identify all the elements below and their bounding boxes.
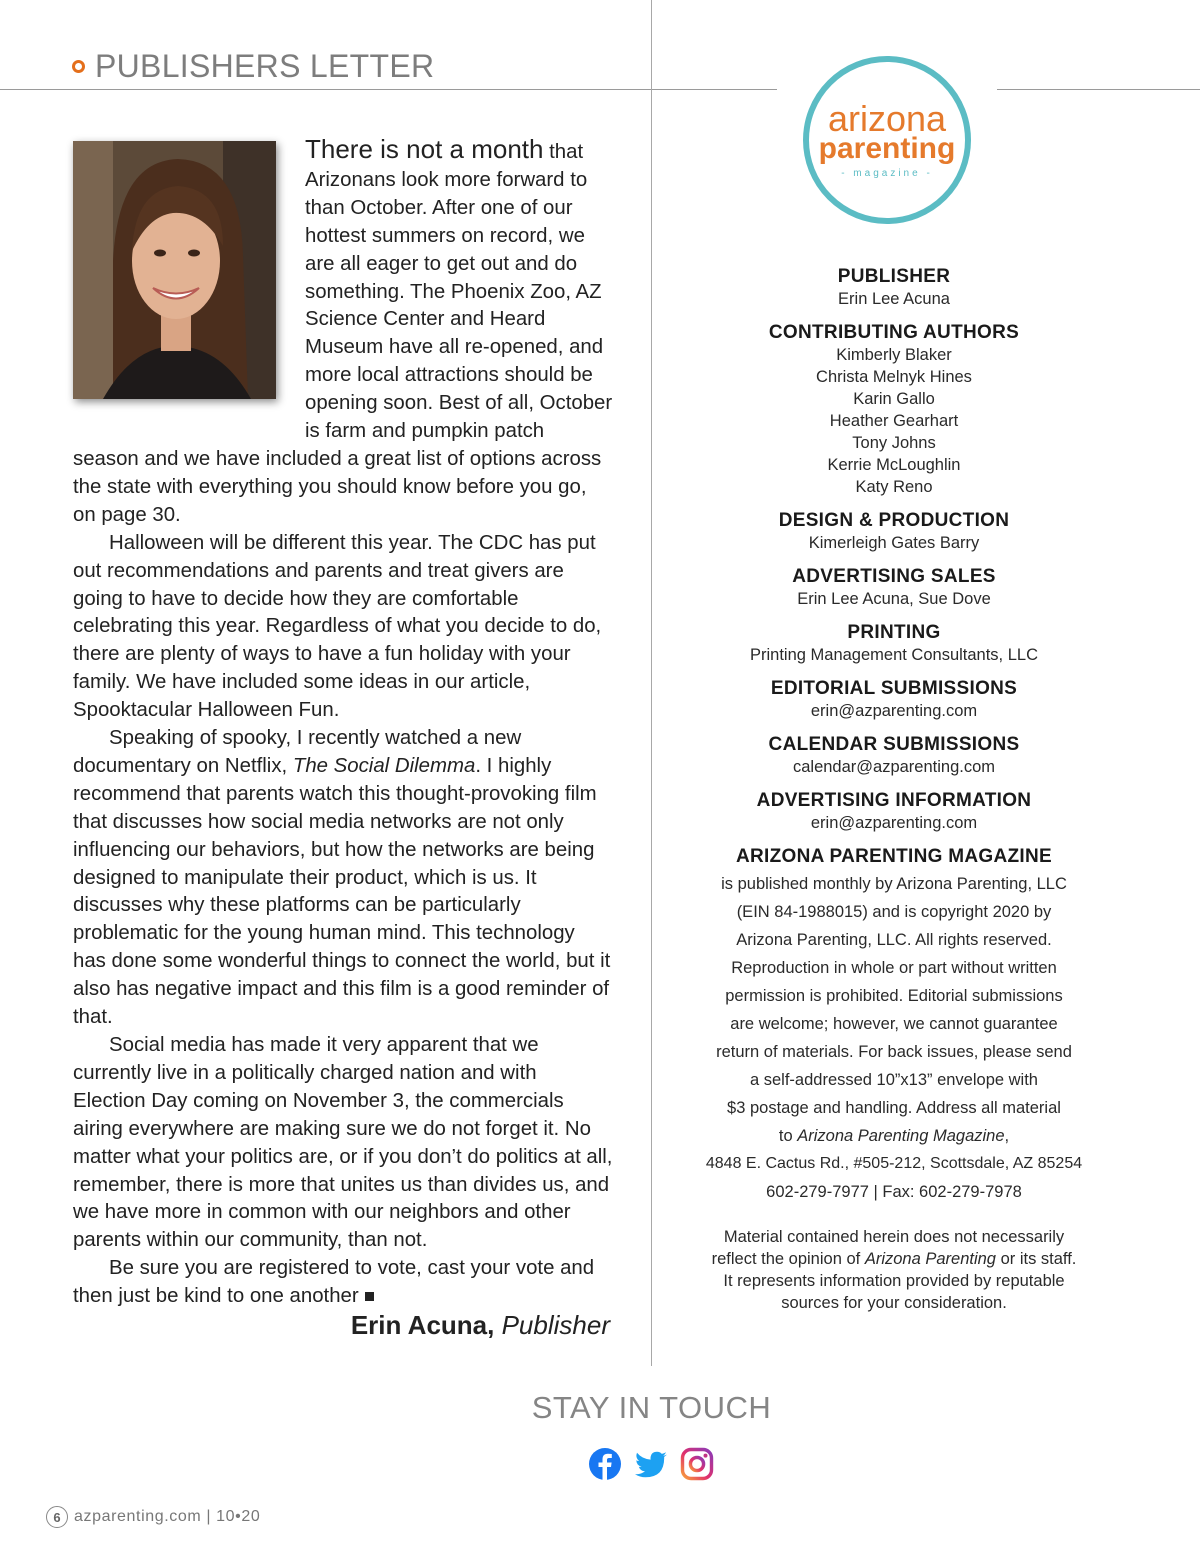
masthead-publisher <box>690 265 1098 310</box>
page-number: 6 <box>46 1506 68 1528</box>
notice-line: a self-addressed 10”x13” envelope with <box>749 1071 1038 1089</box>
photo-spacer <box>73 136 305 436</box>
notice-line: Reproduction in whole or part without written <box>731 959 1057 977</box>
masthead-calendar <box>690 733 1098 778</box>
author-name: Heather Gearhart <box>829 412 959 430</box>
adinfo-email: erin@azparenting.com <box>810 814 978 832</box>
masthead-label: PUBLISHER <box>837 266 951 287</box>
masthead-authors <box>690 321 1098 498</box>
magazine-name: Arizona Parenting <box>864 1250 996 1268</box>
disclaimer-text: or its staff. <box>995 1250 1077 1268</box>
publication-notice <box>690 870 1098 1206</box>
notice-text: , <box>1004 1127 1010 1145</box>
section-title: PUBLISHERS LETTER <box>95 48 435 84</box>
masthead-label: CALENDAR SUBMISSIONS <box>768 734 1020 755</box>
logo-line2: parenting <box>818 132 956 165</box>
masthead-label: PRINTING <box>847 622 941 643</box>
disclaimer <box>690 1226 1098 1314</box>
masthead-value: Printing Management Consultants, LLC <box>750 646 1038 664</box>
column-divider <box>651 0 652 1366</box>
letter-text: Be sure you are registered to vote, cast your vote and then just be kind to one another <box>73 1257 595 1308</box>
letter-text: . I highly recommend that parents watch this thought-provoking film that discusses how social media networks are not only influencing our behaviors, but how the networks are being designed to manipulate their product, which is us. It discusses why these platforms can be particularly problematic for the young human mind. This technology has done some wonderful things to connect the world, but it also has negative impact and this film is a good reminder of that. <box>73 754 611 1029</box>
magazine-title: Arizona Parenting Magazine <box>797 1127 1005 1145</box>
author-name: Christa Melnyk Hines <box>816 368 972 386</box>
author-name: Kerrie McLoughlin <box>827 456 961 474</box>
masthead-ad-sales <box>690 565 1098 610</box>
masthead-label: CONTRIBUTING AUTHORS <box>768 322 1020 343</box>
notice-line: return of materials. For back issues, please send <box>716 1043 1072 1061</box>
notice-line <box>690 1122 1098 1150</box>
logo-line1: arizona <box>827 98 947 139</box>
masthead-design <box>690 509 1098 554</box>
disclaimer-line: Material contained herein does not necessarily <box>723 1228 1065 1246</box>
bullet-icon <box>72 60 85 73</box>
header-rule-mid <box>651 89 777 90</box>
masthead-value: Erin Lee Acuna <box>838 290 950 308</box>
signature-role: Publisher <box>501 1310 610 1340</box>
letter-paragraph <box>73 1255 613 1311</box>
disclaimer-text: reflect the opinion of <box>711 1250 865 1268</box>
masthead-label: ADVERTISING SALES <box>792 566 996 587</box>
footer-text: azparenting.com | 10•20 <box>74 1508 261 1525</box>
end-mark-icon <box>365 1292 374 1301</box>
phone-fax: 602-279-7977 | Fax: 602-279-7978 <box>766 1183 1022 1201</box>
disclaimer-line: It represents information provided by reputable <box>723 1272 1065 1290</box>
masthead-label: DESIGN & PRODUCTION <box>778 510 1010 531</box>
author-name: Tony Johns <box>852 434 936 452</box>
disclaimer-line <box>690 1248 1098 1270</box>
editorial-email: erin@azparenting.com <box>810 702 978 720</box>
letter-paragraph: Social media has made it very apparent that we currently live in a politically charged nation and with Election Day coming on November 3, the commercials airing everywhere are making sure we do not forget it. No matter what your politics are, or if you don’t do politics at all, remember, there is more that unites us than divides us, and we have more in common with our neighbors and other parents within our community, than not. <box>73 1034 613 1252</box>
masthead-label: ADVERTISING INFORMATION <box>756 790 1032 811</box>
letter-lead: There is not a month <box>305 134 544 164</box>
letter-text: that Arizonans look more forward to than October. After one of our hottest summers on record, we are all eager to get out and do something. The Phoenix Zoo, AZ Science Center and Heard Museum have all re-opened, and more local attractions should be opening soon. Best of all, October is farm and pumpkin patch season and we have included a great list of options across the state with everything you should know before you go, on page 30. <box>73 141 613 526</box>
signature <box>300 1310 610 1341</box>
author-name: Katy Reno <box>855 478 933 496</box>
facebook-icon[interactable] <box>588 1447 622 1481</box>
notice-line: are welcome; however, we cannot guarantee <box>730 1015 1058 1033</box>
social-links <box>588 1447 714 1481</box>
author-name: Kimberly Blaker <box>836 346 952 364</box>
mailing-address: 4848 E. Cactus Rd., #505-212, Scottsdale, AZ 85254 <box>705 1155 1083 1172</box>
notice-text: to <box>778 1127 798 1145</box>
publisher-letter <box>73 136 613 1311</box>
arizona-parenting-logo <box>802 55 972 225</box>
author-name: Karin Gallo <box>853 390 935 408</box>
notice-line: Arizona Parenting, LLC. All rights reserved. <box>736 931 1052 949</box>
masthead-magazine <box>690 845 1098 1206</box>
masthead-value: Erin Lee Acuna, Sue Dove <box>797 590 991 608</box>
signature-name: Erin Acuna, <box>350 1310 495 1340</box>
masthead-label: EDITORIAL SUBMISSIONS <box>770 678 1018 699</box>
header-rule <box>0 89 651 90</box>
notice-line: is published monthly by Arizona Parenting, LLC <box>721 875 1067 893</box>
page-footer <box>46 1506 260 1528</box>
letter-text: Speaking of spooky, I recently watched a new documentary on Netflix, <box>73 727 522 777</box>
masthead <box>690 265 1098 1314</box>
stay-in-touch-heading: STAY IN TOUCH <box>531 1390 772 1425</box>
notice-line: (EIN 84-1988015) and is copyright 2020 by <box>736 903 1052 921</box>
film-title: The Social Dilemma <box>292 754 476 777</box>
masthead-editorial <box>690 677 1098 722</box>
masthead-value: Kimerleigh Gates Barry <box>808 534 980 552</box>
masthead-printing <box>690 621 1098 666</box>
notice-line: $3 postage and handling. Address all material <box>727 1099 1061 1117</box>
notice-line: permission is prohibited. Editorial submissions <box>725 987 1063 1005</box>
calendar-email: calendar@azparenting.com <box>792 758 996 776</box>
twitter-icon[interactable] <box>634 1447 668 1481</box>
letter-paragraph: Halloween will be different this year. The CDC has put out recommendations and parents and treat givers are going to have to decide how they are comfortable celebrating this year. Regardless of what you decide to do, there are plenty of ways to have a fun holiday with your family. We have included some ideas in our article, Spooktacular Halloween Fun. <box>73 531 602 722</box>
section-header <box>72 48 434 85</box>
masthead-ad-info <box>690 789 1098 834</box>
instagram-icon[interactable] <box>680 1447 714 1481</box>
header-rule-right <box>997 89 1200 90</box>
disclaimer-line: sources for your consideration. <box>781 1294 1007 1312</box>
letter-paragraph <box>73 725 613 1032</box>
logo-line3: - magazine - <box>841 168 933 179</box>
masthead-label: ARIZONA PARENTING MAGAZINE <box>735 846 1052 867</box>
